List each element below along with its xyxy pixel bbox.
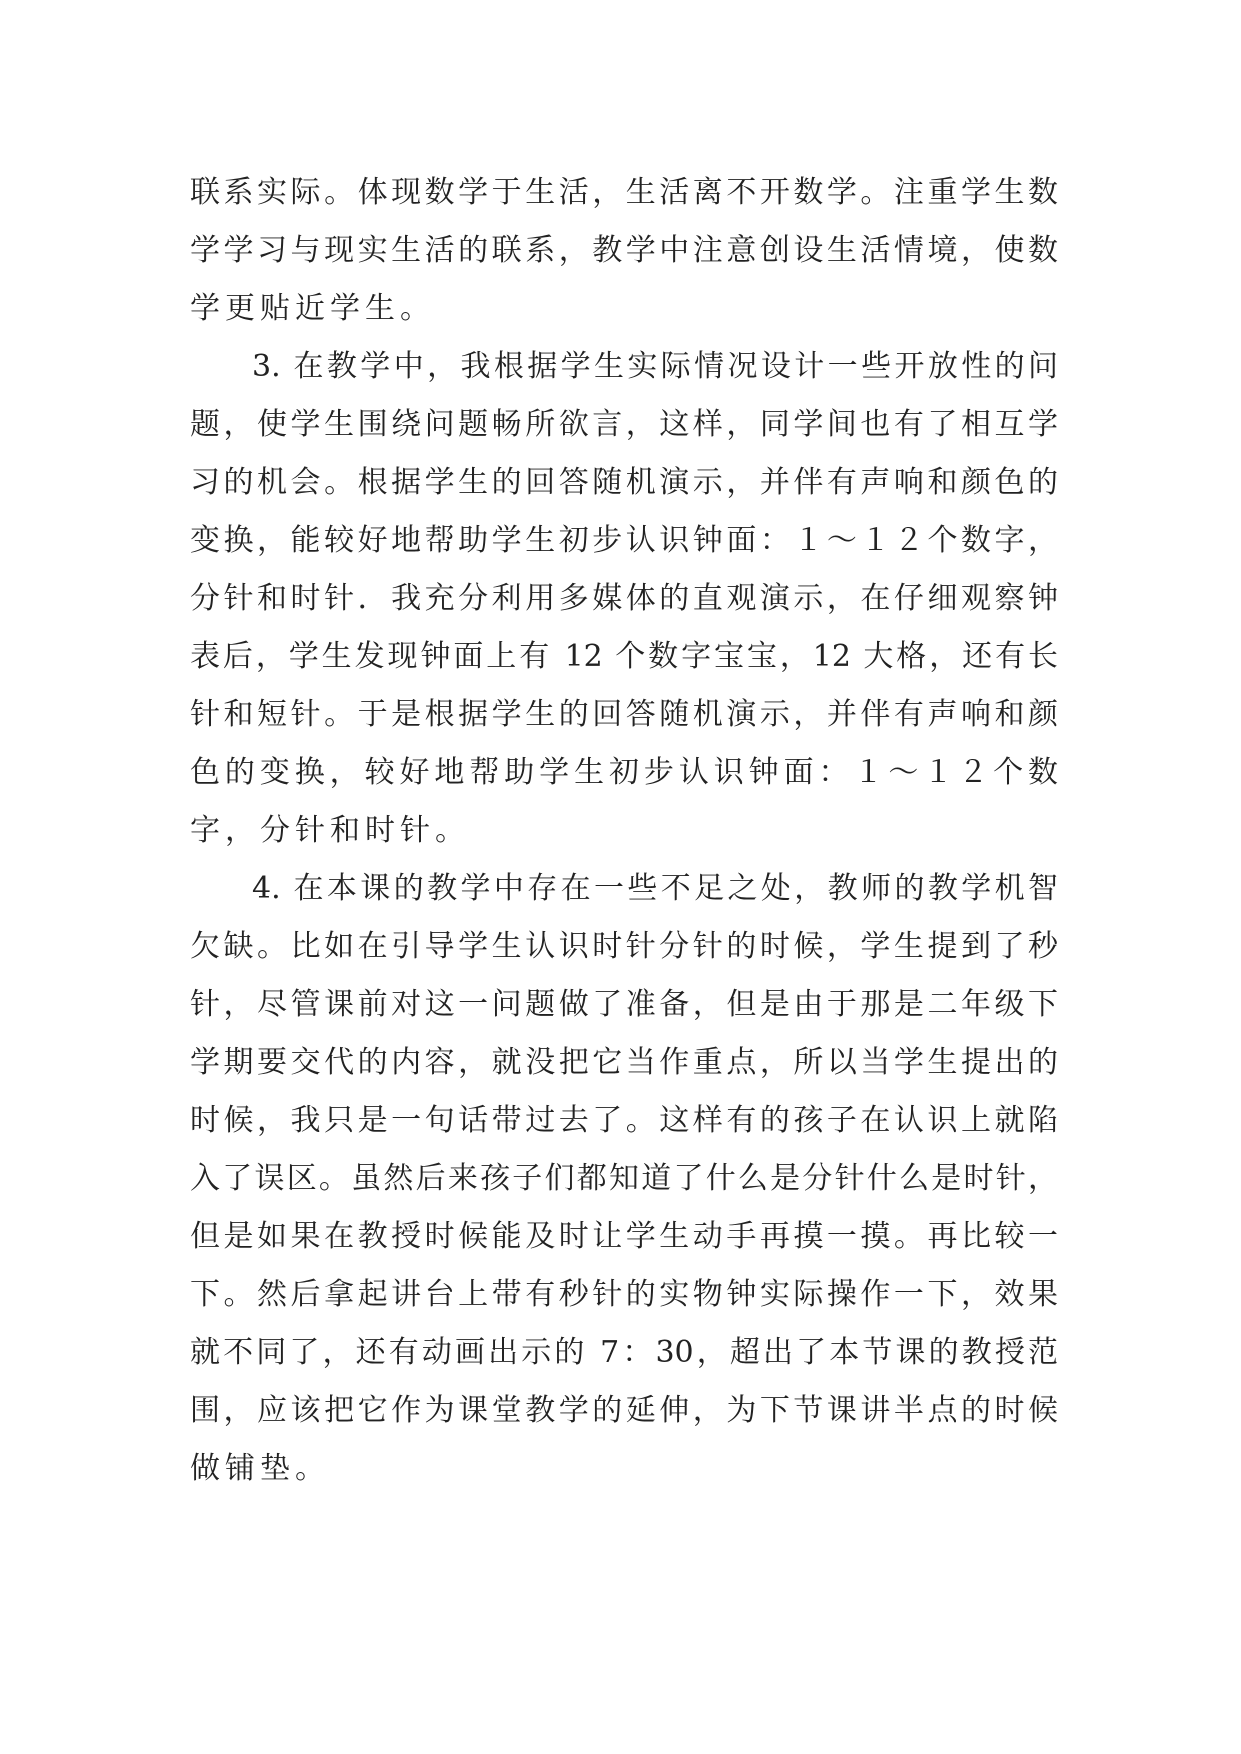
paragraph-1 bbox=[190, 164, 1058, 338]
text-line: 针和短针。于是根据学生的回答随机演示，并伴有声响和颜 bbox=[190, 697, 1058, 732]
text-line: 变换，能较好地帮助学生初步认识钟面：１～１２个数字， bbox=[190, 523, 1058, 558]
text-line: 欠缺。比如在引导学生认识时针分针的时候，学生提到了秒 bbox=[190, 929, 1058, 964]
text-line: 表后，学生发现钟面上有 12 个数字宝宝，12 大格，还有长 bbox=[190, 639, 1058, 674]
text-line: 学期要交代的内容，就没把它当作重点，所以当学生提出的 bbox=[190, 1045, 1058, 1080]
text-line: 入了误区。虽然后来孩子们都知道了什么是分针什么是时针， bbox=[190, 1161, 1058, 1196]
text-line: 色的变换，较好地帮助学生初步认识钟面：１～１２个数 bbox=[190, 755, 1058, 790]
text-line: 下。然后拿起讲台上带有秒针的实物钟实际操作一下，效果 bbox=[190, 1277, 1058, 1312]
text-line: 题，使学生围绕问题畅所欲言，这样，同学间也有了相互学 bbox=[190, 407, 1058, 442]
text-line: 围，应该把它作为课堂教学的延伸，为下节课讲半点的时候 bbox=[190, 1393, 1058, 1428]
text-line: 学学习与现实生活的联系，教学中注意创设生活情境，使数 bbox=[190, 233, 1058, 268]
text-line: 做铺垫。 bbox=[190, 1451, 330, 1486]
text-line: 学更贴近学生。 bbox=[190, 291, 435, 326]
text-line: 时候，我只是一句话带过去了。这样有的孩子在认识上就陷 bbox=[190, 1103, 1058, 1138]
text-line: 字，分针和时针。 bbox=[190, 813, 470, 848]
text-line: 针，尽管课前对这一问题做了准备，但是由于那是二年级下 bbox=[190, 987, 1058, 1022]
text-line: 联系实际。体现数学于生活，生活离不开数学。注重学生数 bbox=[190, 175, 1058, 210]
text-line: 就不同了，还有动画出示的 7：30，超出了本节课的教授范 bbox=[190, 1335, 1058, 1370]
text-line: 分针和时针．我充分利用多媒体的直观演示，在仔细观察钟 bbox=[190, 581, 1058, 616]
paragraph-3 bbox=[190, 860, 1058, 1498]
text-line: 但是如果在教授时候能及时让学生动手再摸一摸。再比较一 bbox=[190, 1219, 1058, 1254]
text-line: 4. 在本课的教学中存在一些不足之处，教师的教学机智 bbox=[252, 871, 1058, 906]
paragraph-2 bbox=[190, 338, 1058, 860]
text-line: 习的机会。根据学生的回答随机演示，并伴有声响和颜色的 bbox=[190, 465, 1058, 500]
text-line: 3. 在教学中，我根据学生实际情况设计一些开放性的问 bbox=[252, 349, 1058, 384]
